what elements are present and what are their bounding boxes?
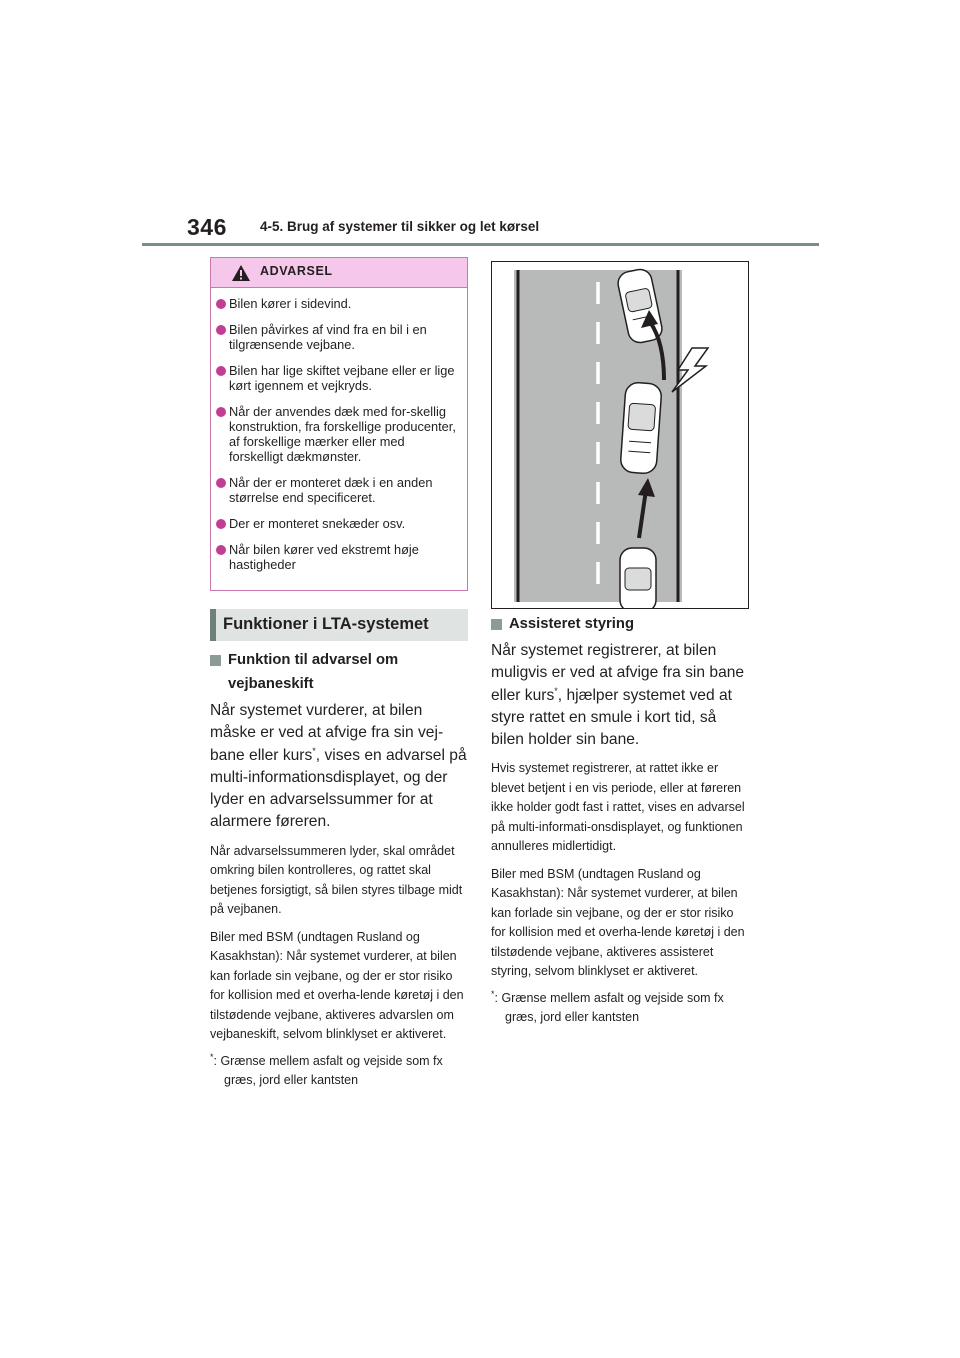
section-title: Funktioner i LTA-systemet xyxy=(223,615,429,633)
footnote-marker: * xyxy=(554,685,558,696)
bullet-icon xyxy=(216,519,226,529)
warning-box xyxy=(210,257,468,591)
paragraph: Hvis systemet registrerer, at rattet ikke er blevet betjent i en vis periode, eller at føreren ikke holder godt fast i rattet, vises en advarsel på multi-informati-onsdisplayet, og funktionen annulleres midlertidigt. xyxy=(491,761,745,854)
warning-item: Når bilen kører ved ekstremt høje hastigheder xyxy=(216,542,457,572)
bullet-icon xyxy=(216,299,226,309)
square-bullet-icon xyxy=(491,619,502,630)
paragraph: Biler med BSM (undtagen Rusland og Kasakhstan): Når systemet vurderer, at bilen kan forlade sin vejbane, og der er stor risiko for kollision med et overha-lende køretøj i den tilstødende vejbane, aktiveres advarslen om vejbaneskift, selvom blinklyset er aktiveret. xyxy=(210,929,464,1042)
bullet-icon xyxy=(216,407,226,417)
lane-departure-illustration xyxy=(491,261,749,609)
footnote-marker: * xyxy=(210,1051,214,1062)
warning-item: Bilen påvirkes af vind fra en bil i en tilgrænsende vejbane. xyxy=(216,322,457,352)
road-diagram xyxy=(492,262,748,608)
car-middle-icon xyxy=(620,382,662,474)
car-bottom-icon xyxy=(620,548,656,608)
warning-item: Bilen kører i sidevind. xyxy=(216,296,457,311)
footnote-marker: * xyxy=(312,745,316,756)
section-heading xyxy=(210,609,468,641)
paragraph: Når systemet vurderer, at bilen måske er ved at afvige fra sin vej-bane eller kurs*, vises en advarsel på multi-informationsdisplayet, og der lyder en advarselssummer for at alarmere føreren. xyxy=(210,702,467,831)
warning-item: Der er monteret snekæder osv. xyxy=(216,516,457,531)
footnote-marker: * xyxy=(491,988,495,999)
left-column xyxy=(210,648,468,1091)
warning-header xyxy=(211,258,467,288)
bullet-icon xyxy=(216,478,226,488)
footnote: *: Grænse mellem asfalt og vejside som fx græs, jord eller kantsten xyxy=(491,988,724,1025)
warning-item: Når der anvendes dæk med for-skellig konstruktion, fra forskellige producenter, af forskellige mærker eller med forskelligt dækmønster. xyxy=(216,404,457,464)
section-bar xyxy=(210,609,216,641)
warning-item: Når der er monteret dæk i en anden størrelse end specificeret. xyxy=(216,475,457,505)
paragraph: Når advarselssummeren lyder, skal området omkring bilen kontrolleres, og rattet skal betjenes forsigtigt, så bilen styres tilbage midt på vejbanen. xyxy=(210,843,463,917)
paragraph: Når systemet registrerer, at bilen muligvis er ved at afvige fra sin bane eller kurs*, hjælper systemet ved at styre rattet en smule i kort tid, så bilen holder sin bane. xyxy=(491,642,745,749)
page-number: 346 xyxy=(187,214,227,240)
chapter-title: 4-5. Brug af systemer til sikker og let kørsel xyxy=(260,219,540,234)
subheading-lane-departure-alert: Funktion til advarsel om vejbaneskift xyxy=(210,648,468,696)
footnote: *: Grænse mellem asfalt og vejside som fx græs, jord eller kantsten xyxy=(210,1051,443,1088)
bullet-icon xyxy=(216,325,226,335)
right-column xyxy=(491,612,749,1028)
bullet-icon xyxy=(216,545,226,555)
bullet-icon xyxy=(216,366,226,376)
warning-item: Bilen har lige skiftet vejbane eller er lige kørt igennem et vejkryds. xyxy=(216,363,457,393)
warning-triangle-icon xyxy=(231,264,251,282)
warning-title: ADVARSEL xyxy=(260,264,333,278)
header-rule xyxy=(142,243,819,246)
paragraph: Biler med BSM (undtagen Rusland og Kasakhstan): Når systemet vurderer, at bilen kan forlade sin vejbane, og der er stor risiko for kollision med et overha-lende køretøj i den tilstødende vejbane, aktiveres assisteret styring, selvom blinklyset er aktiveret. xyxy=(491,866,745,979)
warning-list xyxy=(211,288,467,572)
square-bullet-icon xyxy=(210,655,221,666)
subheading-steering-assist: Assisteret styring xyxy=(491,612,749,636)
